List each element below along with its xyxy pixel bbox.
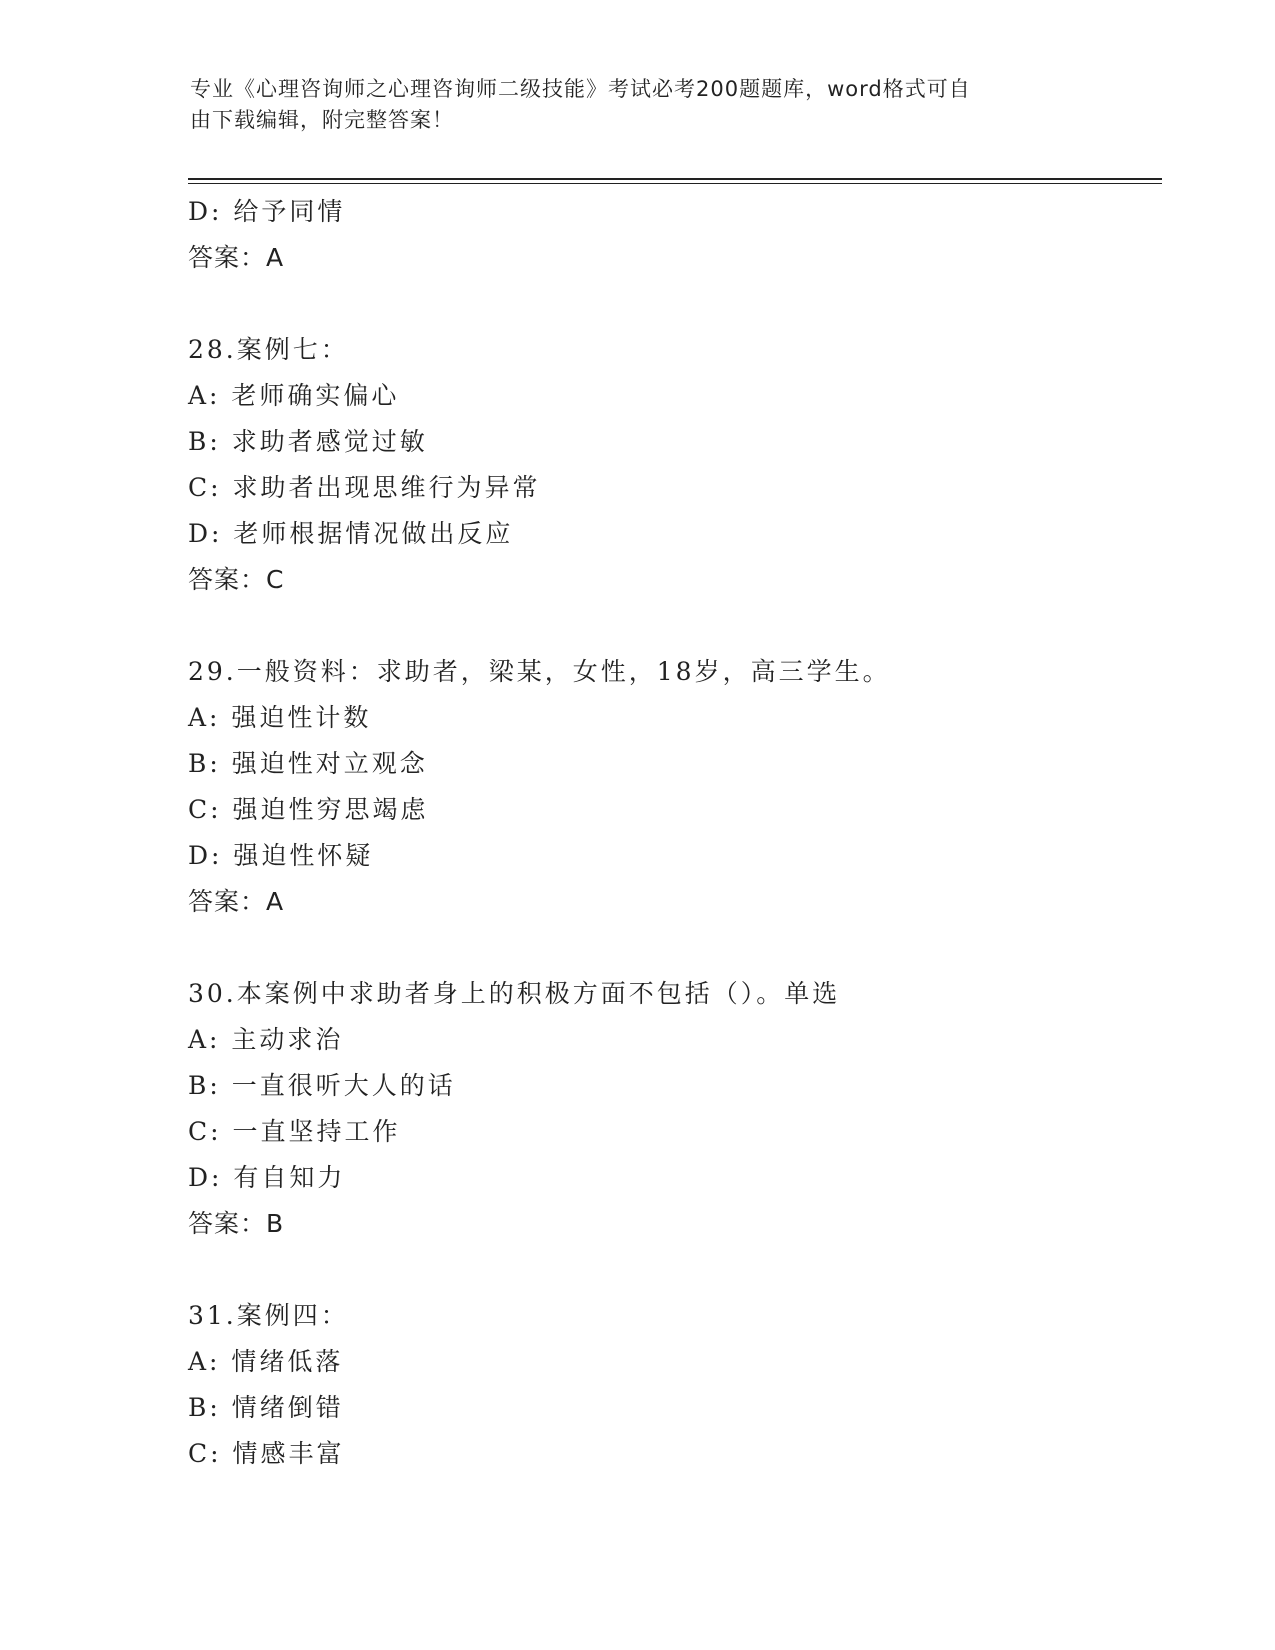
option-a: A: 情绪低落 — [188, 1347, 344, 1376]
option-d: D: 老师根据情况做出反应 — [188, 519, 514, 548]
option-b: B: 一直很听大人的话 — [188, 1071, 456, 1100]
question-stem: 29.一般资料：求助者，梁某，女性，18岁，高三学生。 — [188, 657, 891, 686]
spacer — [188, 603, 1162, 649]
header-line-1: 专业《心理咨询师之心理咨询师二级技能》考试必考200题题库，word格式可自 — [190, 77, 971, 101]
option-a: A: 主动求治 — [188, 1025, 344, 1054]
document-header — [190, 74, 1090, 136]
option-c: C: 求助者出现思维行为异常 — [188, 473, 541, 502]
header-line-2: 由下载编辑，附完整答案！ — [190, 108, 454, 132]
option-b: B: 情绪倒错 — [188, 1393, 344, 1422]
answer-line: 答案：A — [188, 887, 285, 916]
question-stem: 30.本案例中求助者身上的积极方面不包括（）。单选 — [188, 979, 841, 1008]
spacer — [188, 925, 1162, 971]
spacer — [188, 281, 1162, 327]
answer-line: 答案：A — [188, 243, 285, 272]
question-stem: 31.案例四： — [188, 1301, 349, 1330]
option-d: D: 给予同情 — [188, 197, 346, 226]
answer-line: 答案：B — [188, 1209, 285, 1238]
option-d: D: 强迫性怀疑 — [188, 841, 374, 870]
answer-line: 答案：C — [188, 565, 285, 594]
option-c: C: 情感丰富 — [188, 1439, 345, 1468]
header-rule-thick — [188, 178, 1162, 180]
spacer — [188, 1247, 1162, 1293]
question-block-31 — [188, 1293, 1162, 1477]
question-stem: 28.案例七： — [188, 335, 349, 364]
option-a: A: 老师确实偏心 — [188, 381, 400, 410]
option-a: A: 强迫性计数 — [188, 703, 372, 732]
question-list — [188, 189, 1162, 1477]
question-block-29 — [188, 649, 1162, 925]
question-block-28 — [188, 327, 1162, 603]
option-c: C: 一直坚持工作 — [188, 1117, 401, 1146]
question-block-prev — [188, 189, 1162, 281]
option-b: B: 求助者感觉过敏 — [188, 427, 428, 456]
header-rule-thin — [188, 183, 1162, 184]
question-block-30 — [188, 971, 1162, 1247]
option-b: B: 强迫性对立观念 — [188, 749, 428, 778]
option-c: C: 强迫性穷思竭虑 — [188, 795, 429, 824]
option-d: D: 有自知力 — [188, 1163, 346, 1192]
